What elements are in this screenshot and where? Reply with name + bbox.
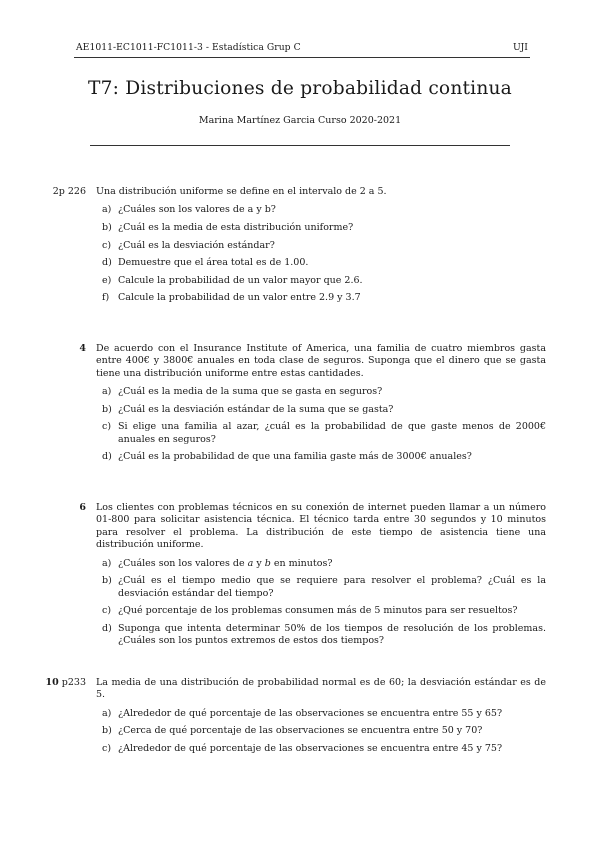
item-label: f) bbox=[102, 292, 110, 304]
item-label: d) bbox=[102, 451, 112, 463]
title-rule bbox=[90, 145, 510, 146]
item-label: c) bbox=[102, 239, 112, 251]
problem-statement: Una distribución uniforme se define en el intervalo de 2 a 5. bbox=[96, 186, 387, 197]
item-label: a) bbox=[102, 386, 112, 398]
problem-number: 10 p233 bbox=[45, 677, 86, 688]
list-item bbox=[46, 451, 546, 463]
item-label: c) bbox=[102, 743, 112, 754]
item-label: b) bbox=[102, 575, 112, 587]
item-text: ¿Alrededor de qué porcentaje de las observaciones se encuentra entre 45 y 75? bbox=[118, 743, 503, 754]
item-text: ¿Alrededor de qué porcentaje de las observaciones se encuentra entre 55 y 65? bbox=[118, 707, 503, 719]
problem-items bbox=[46, 708, 546, 756]
problem-4 bbox=[46, 343, 546, 469]
list-item bbox=[46, 623, 546, 648]
item-label: e) bbox=[102, 274, 112, 286]
document-author: Marina Martínez Garcia Curso 2020-2021 bbox=[198, 115, 402, 126]
problem-6 bbox=[46, 502, 546, 653]
item-text: Si elige una familia al azar, ¿cuál es la probabilidad de que gaste menos de 2000€ anuales en seguros? bbox=[118, 421, 546, 445]
item-text: ¿Cuál es la media de esta distribución uniforme? bbox=[118, 222, 354, 233]
item-text: ¿Cerca de qué porcentaje de las observaciones se encuentra entre 50 y 70? bbox=[118, 725, 483, 737]
list-item bbox=[46, 743, 546, 755]
item-label: c) bbox=[102, 605, 112, 617]
list-item bbox=[46, 257, 546, 269]
item-label: c) bbox=[102, 421, 112, 433]
item-label: b) bbox=[102, 403, 112, 415]
list-item bbox=[46, 275, 546, 287]
header-rule bbox=[74, 57, 530, 58]
item-text: ¿Cuál es el tiempo medio que se requiere para resolver el problema? ¿Cuál es la desviación estándar del tiempo? bbox=[118, 575, 546, 599]
list-item bbox=[46, 421, 546, 446]
item-text: Suponga que intenta determinar 50% de los tiempos de resolución de los problemas. ¿Cuáles son los puntos extremos de estos dos tiempos? bbox=[118, 622, 546, 647]
item-text: Demuestre que el área total es de 1.00. bbox=[118, 257, 309, 269]
item-text: Calcule la probabilidad de un valor entre 2.9 y 3.7 bbox=[118, 292, 361, 304]
list-item bbox=[46, 404, 546, 416]
problem-number: 6 bbox=[79, 502, 86, 513]
item-label: b) bbox=[102, 725, 112, 737]
item-label: a) bbox=[102, 557, 112, 569]
running-header-institution: UJI bbox=[513, 42, 528, 53]
list-item bbox=[46, 240, 546, 252]
list-item bbox=[46, 386, 546, 398]
problem-statement: De acuerdo con el Insurance Institute of America, una familia de cuatro miembros gasta entre 400€ y 3800€ anuales en toda clase de seguros. Suponga que el dinero que se gasta tiene una distribución uniforme entre estas cantidades. bbox=[96, 343, 546, 379]
item-text: ¿Cuál es la desviación estándar de la suma que se gasta? bbox=[118, 403, 394, 415]
list-item bbox=[46, 292, 546, 304]
item-text: ¿Cuál es la desviación estándar? bbox=[118, 239, 275, 251]
item-text: ¿Cuáles son los valores de a y b? bbox=[118, 204, 276, 216]
list-item bbox=[46, 204, 546, 216]
list-item bbox=[46, 558, 546, 570]
item-text: ¿Cuál es la probabilidad de que una familia gaste más de 3000€ anuales? bbox=[118, 451, 472, 463]
item-text: Calcule la probabilidad de un valor mayor que 2.6. bbox=[118, 274, 363, 286]
problem-items bbox=[46, 386, 546, 464]
problem-items bbox=[46, 558, 546, 648]
problem-number: 2p 226 bbox=[52, 186, 86, 197]
item-label: a) bbox=[102, 204, 112, 216]
list-item bbox=[46, 575, 546, 600]
item-text: ¿Qué porcentaje de los problemas consumen más de 5 minutos para ser resueltos? bbox=[118, 605, 518, 617]
list-item bbox=[46, 222, 546, 234]
list-item bbox=[46, 725, 546, 737]
problem-statement: Los clientes con problemas técnicos en su conexión de internet pueden llamar a un número 01-800 para solicitar asistencia técnica. El técnico tarda entre 30 segundos y 10 minutos para resolver el problema. La distribución de este tiempo de asistencia tiene una distribución uniforme. bbox=[96, 502, 546, 551]
document-title: T7: Distribuciones de probabilidad continua bbox=[88, 78, 512, 99]
list-item bbox=[46, 605, 546, 617]
item-text: ¿Cuál es la media de la suma que se gasta en seguros? bbox=[118, 386, 383, 398]
item-label: d) bbox=[102, 257, 112, 269]
problem-number: 4 bbox=[79, 343, 86, 354]
list-item bbox=[46, 708, 546, 720]
item-text: ¿Cuáles son los valores de a y b en minutos? bbox=[118, 557, 333, 569]
problem-items bbox=[46, 204, 546, 304]
item-label: d) bbox=[102, 622, 112, 634]
problem-statement: La media de una distribución de probabilidad normal es de 60; la desviación estándar es de 5. bbox=[96, 677, 546, 701]
problem-2 bbox=[46, 186, 546, 310]
problem-10 bbox=[46, 677, 546, 761]
item-label: b) bbox=[102, 222, 112, 233]
item-label: a) bbox=[102, 707, 112, 719]
running-header-course: AE1011-EC1011-FC1011-3 - Estadística Grup C bbox=[76, 42, 301, 53]
